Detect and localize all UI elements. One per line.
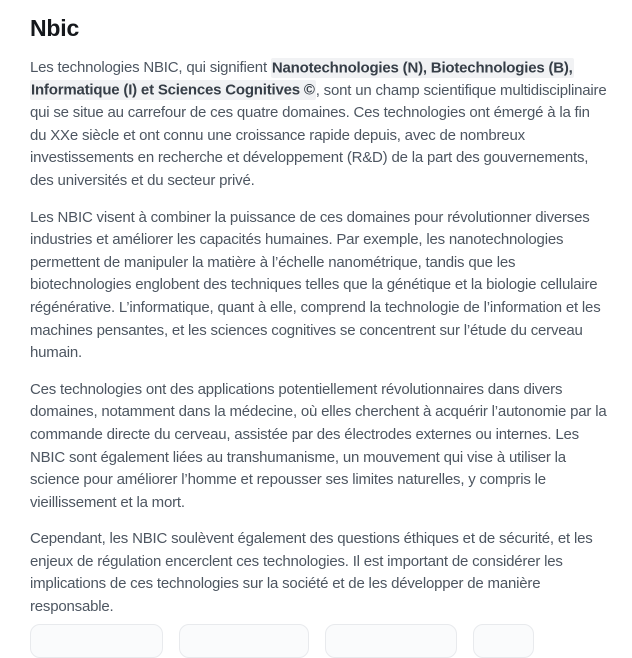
paragraph-intro-suffix: , sont un champ scientifique multidisciplinaire qui se situe au carrefour de ces quatre domaines. Ces technologies ont émergé à la fin du XXe siècle et ont connu une croissance rapide depuis, avec de nombreux investissements en recherche et développement (R&D) de la part des gouvernements, des universités et du secteur privé. xyxy=(30,81,607,189)
page-title: Nbic xyxy=(30,15,80,41)
suggestion-chip[interactable] xyxy=(30,624,163,658)
suggestion-chip[interactable] xyxy=(325,624,457,658)
paragraph-applications: Ces technologies ont des applications potentiellement révolutionnaires dans divers domaines, notamment dans la médecine, où elles cherchent à acquérir l’autonomie par la commande directe du cerveau, assistée par des électrodes externes ou internes. Les NBIC sont également liées au transhumanisme, un mouvement qui vise à utiliser la science pour améliorer l’homme et repousser ses limites naturelles, y compris le vieillissement et la mort. xyxy=(30,380,607,511)
suggestion-chip[interactable] xyxy=(473,624,534,658)
paragraph-intro xyxy=(30,57,608,193)
highlighted-term: Nanotechnologies (N), Biotechnologies (B), Informatique (I) et Sciences Cognitives © xyxy=(31,59,573,99)
paragraph-intro-prefix: Les technologies NBIC, qui signifient xyxy=(30,59,271,76)
paragraph-ethics: Cependant, les NBIC soulèvent également des questions éthiques et de sécurité, et les enjeux de régulation encerclent ces technologies. Il est important de considérer les implications de ces technologies sur la société et de les développer de manière responsable. xyxy=(30,530,593,616)
suggestion-chips-row xyxy=(30,624,534,658)
suggestion-chip[interactable] xyxy=(179,624,309,658)
paragraph-domains: Les NBIC visent à combiner la puissance de ces domaines pour révolutionner diverses industries et améliorer les capacités humaines. Par exemple, les nanotechnologies permettent de manipuler la matière à l’échelle nanométrique, tandis que les biotechnologies englobent des techniques telles que la génétique et la biologie cellulaire régénérative. L’informatique, quant à elle, comprend la technologie de l’information et les machines pensantes, et les sciences cognitives se concentrent sur l’étude du cerveau humain. xyxy=(30,208,601,362)
